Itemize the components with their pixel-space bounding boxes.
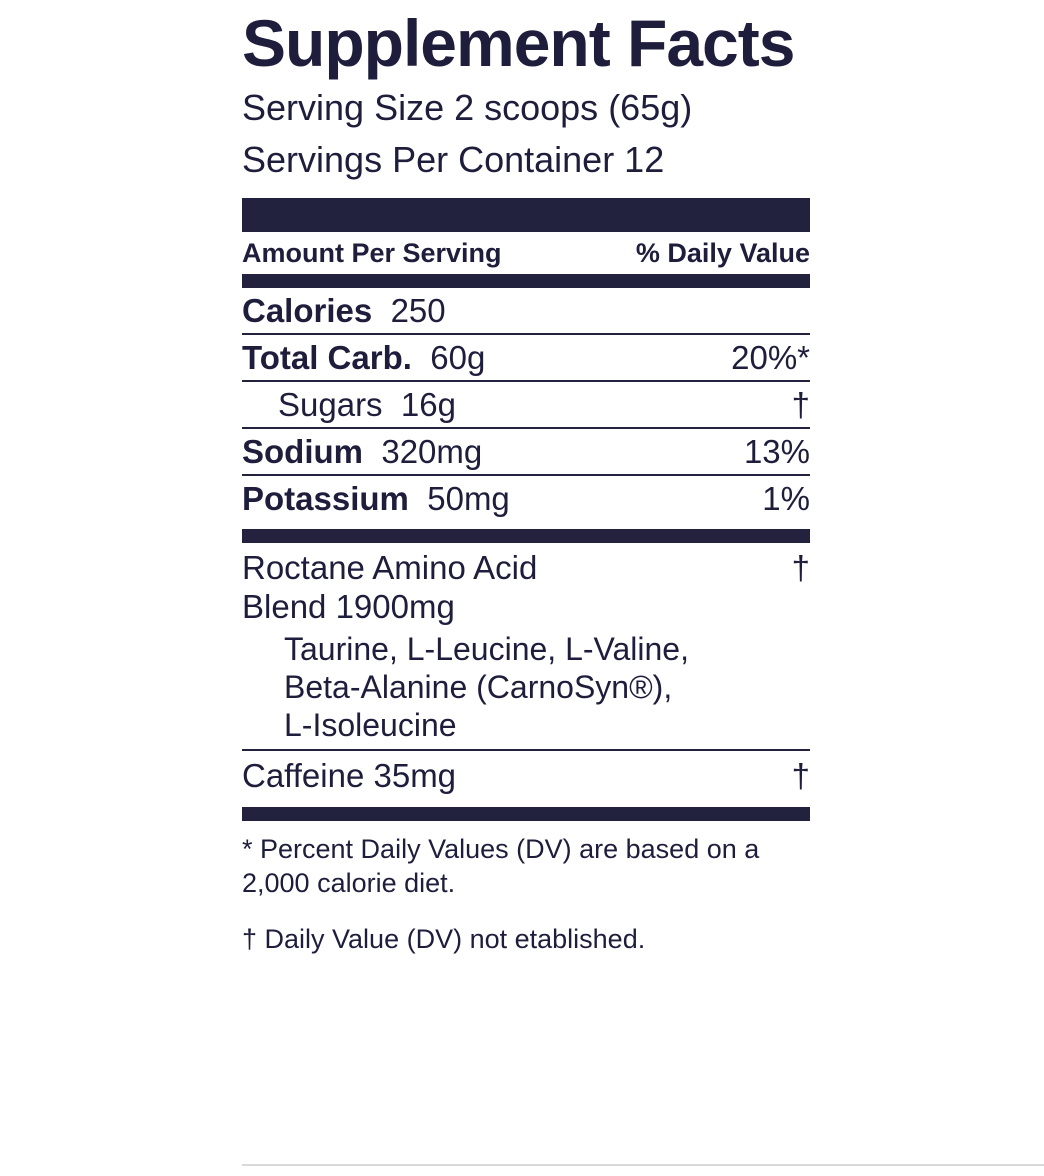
nutrient-dv: 1% — [762, 480, 810, 518]
divider-footnote-top — [242, 807, 810, 821]
nutrient-dv: 20%* — [731, 339, 810, 377]
divider-mid-header — [242, 274, 810, 288]
blend-ingredients — [242, 627, 810, 750]
table-row — [242, 476, 810, 521]
footnote-asterisk-line-2: 2,000 calorie diet. — [242, 868, 456, 899]
blend-ingredient-line-3: L-Isoleucine — [284, 706, 457, 743]
serving-size-text: Serving Size 2 scoops (65g) — [242, 87, 693, 128]
caffeine-row — [242, 751, 810, 800]
blend-name-line-1: Roctane Amino Acid — [242, 549, 538, 587]
supplement-facts-label — [242, 0, 810, 957]
blend-name-line-2: Blend 1900mg — [242, 588, 455, 626]
nutrient-amount: 320mg — [381, 433, 483, 471]
amount-per-serving-header: Amount Per Serving — [242, 238, 502, 269]
nutrient-name: Sodium — [242, 433, 363, 471]
blend-ingredient-line-1: Taurine, L-Leucine, L-Valine, — [284, 631, 689, 668]
page-title: Supplement Facts — [242, 6, 795, 80]
caffeine-name-amount: Caffeine 35mg — [242, 756, 457, 794]
blend-ingredient-line-2: Beta-Alanine (CarnoSyn®), — [284, 669, 673, 705]
divider-thick-top — [242, 198, 810, 232]
table-row — [242, 429, 810, 476]
blend-row — [242, 543, 810, 588]
nutrient-name-amount — [242, 433, 482, 471]
nutrient-name: Sugars — [278, 386, 383, 424]
servings-per-container-text: Servings Per Container 12 — [242, 139, 665, 181]
nutrient-name: Calories — [242, 292, 373, 330]
nutrient-name-amount — [242, 480, 510, 518]
table-row — [242, 288, 810, 335]
caffeine-dv: † — [791, 756, 810, 794]
daily-value-header: % Daily Value — [635, 238, 810, 269]
nutrient-name-amount — [242, 339, 485, 377]
nutrient-name-amount — [242, 386, 456, 424]
bottom-divider — [242, 1164, 1044, 1166]
nutrient-amount: 250 — [390, 292, 446, 330]
footnote-dagger: † Daily Value (DV) not etablished. — [242, 923, 646, 954]
footnote-asterisk — [242, 833, 810, 901]
table-header-row — [242, 232, 810, 274]
nutrient-dv: 13% — [743, 433, 810, 471]
nutrient-name: Potassium — [242, 480, 409, 518]
nutrient-amount: 60g — [430, 339, 486, 377]
nutrient-dv: † — [791, 386, 810, 424]
nutrient-amount: 16g — [400, 386, 456, 424]
divider-blend-top — [242, 529, 810, 543]
footnote-asterisk-line-1: * Percent Daily Values (DV) are based on a — [242, 834, 760, 865]
nutrient-name-amount — [242, 292, 446, 330]
table-row — [242, 382, 810, 429]
blend-dv: † — [791, 549, 810, 587]
nutrient-amount: 50mg — [427, 480, 510, 518]
table-row — [242, 335, 810, 382]
nutrient-name: Total Carb. — [242, 339, 412, 377]
